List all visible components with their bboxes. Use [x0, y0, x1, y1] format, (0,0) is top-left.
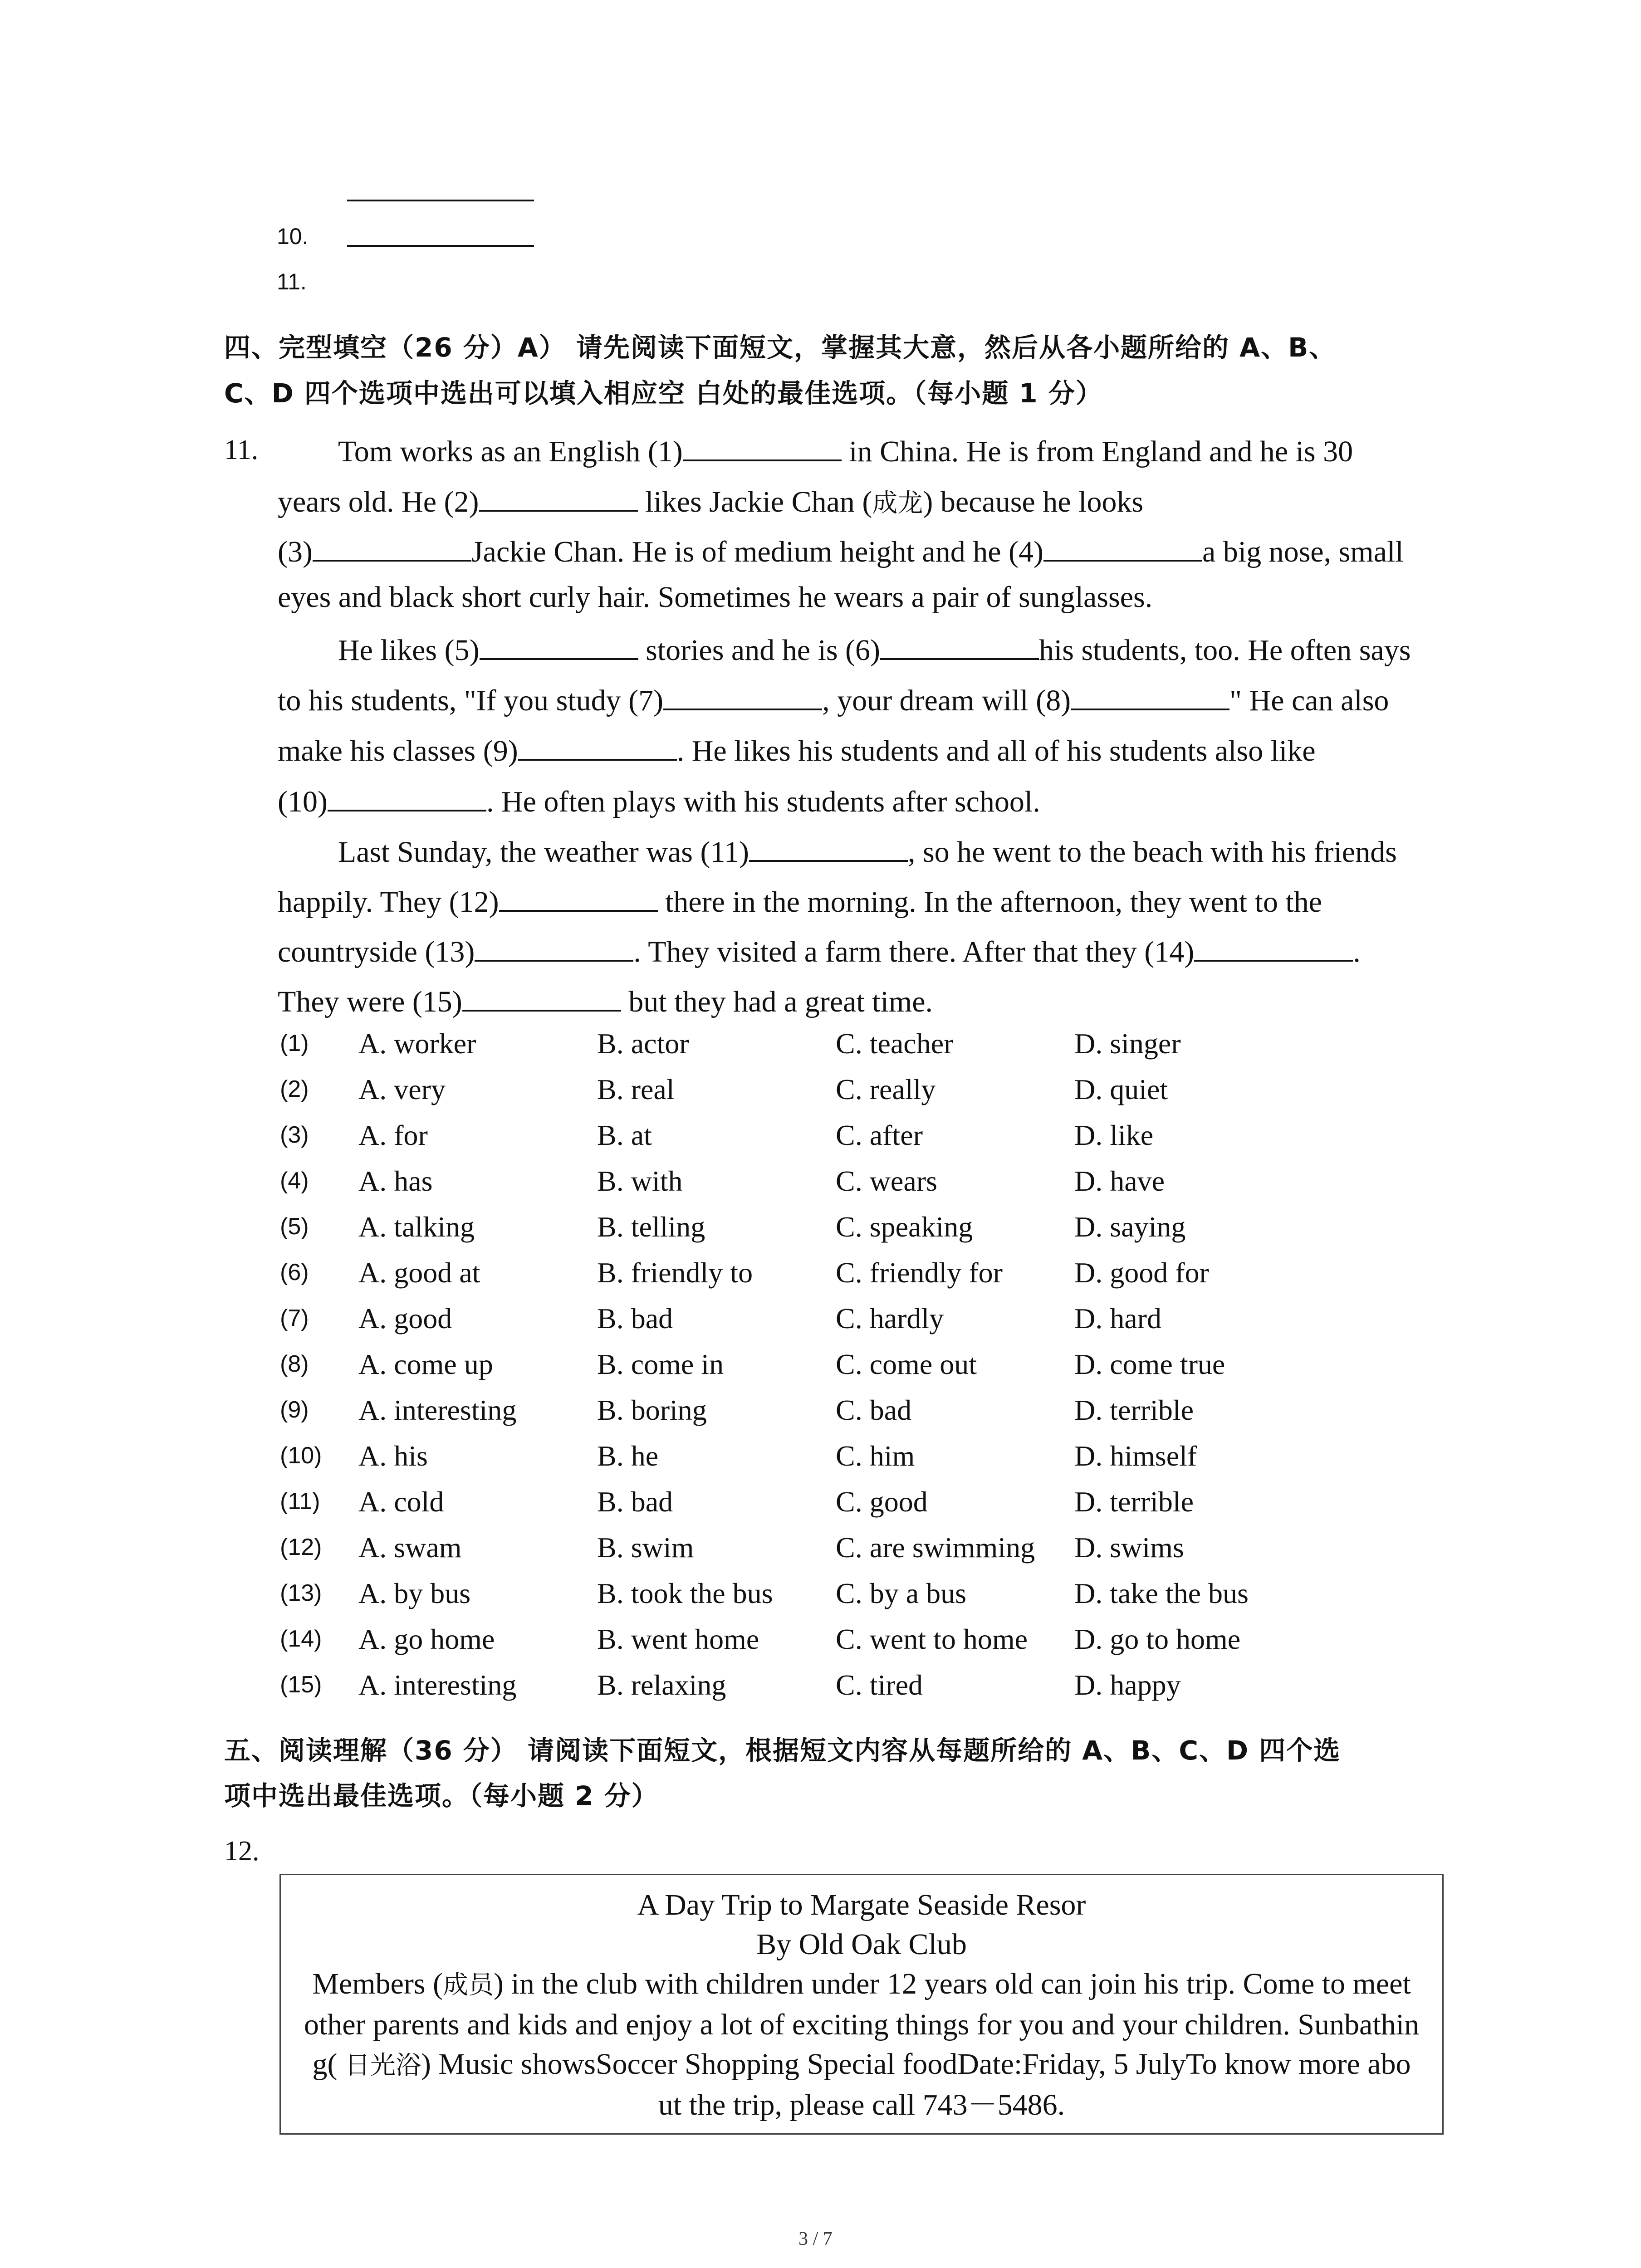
- section5-heading-line1: 五、阅读理解（36 分） 请阅读下面短文，根据短文内容从每题所给的 A、B、C、D 四个选: [224, 1735, 1341, 1766]
- section5-heading-line2: 项中选出最佳选项。（每小题 2 分）: [224, 1780, 659, 1811]
- option-a: A. for: [358, 1119, 428, 1151]
- question-number: 12.: [224, 1836, 260, 1867]
- option-a: A. his: [358, 1440, 428, 1472]
- option-b: B. with: [597, 1165, 683, 1197]
- option-d: D. come true: [1074, 1348, 1225, 1380]
- answer-line-10: [347, 200, 534, 201]
- option-a: A. cold: [358, 1486, 444, 1518]
- notice-box: [279, 1874, 1444, 2135]
- option-a: A. worker: [358, 1027, 476, 1060]
- option-b: B. he: [597, 1440, 659, 1472]
- option-b: B. went home: [597, 1623, 759, 1655]
- option-c: C. really: [836, 1073, 936, 1105]
- option-b: B. actor: [597, 1027, 689, 1060]
- option-a: A. come up: [358, 1348, 493, 1380]
- option-row: [0, 1210, 1641, 1246]
- answer-line-11: [347, 245, 534, 247]
- option-c: C. went to home: [836, 1623, 1028, 1655]
- option-c: C. speaking: [836, 1211, 973, 1243]
- option-d: D. go to home: [1074, 1623, 1241, 1655]
- option-number: (7): [280, 1305, 309, 1331]
- option-b: B. relaxing: [597, 1669, 726, 1701]
- question-number: 11.: [224, 435, 259, 465]
- option-c: C. good: [836, 1486, 928, 1518]
- option-a: A. go home: [358, 1623, 495, 1655]
- passage-line: make his classes (9) . He likes his students and all of his students also like: [278, 733, 1316, 766]
- option-number: (12): [280, 1534, 322, 1560]
- option-row: [0, 1348, 1641, 1384]
- option-b: B. boring: [597, 1394, 707, 1426]
- option-c: C. teacher: [836, 1027, 954, 1060]
- option-d: D. quiet: [1074, 1073, 1168, 1105]
- option-d: D. hard: [1074, 1302, 1161, 1334]
- option-c: C. him: [836, 1440, 915, 1472]
- passage-line: to his students, "If you study (7) , your dream will (8) " He can also: [278, 682, 1389, 716]
- option-b: B. bad: [597, 1486, 673, 1518]
- option-b: B. swim: [597, 1531, 694, 1564]
- option-b: B. real: [597, 1073, 675, 1105]
- option-d: D. good for: [1074, 1256, 1209, 1289]
- option-c: C. friendly for: [836, 1256, 1003, 1289]
- option-row: [0, 1623, 1641, 1659]
- passage-line: Last Sunday, the weather was (11) , so he went to the beach with his friends: [338, 834, 1397, 867]
- option-d: D. saying: [1074, 1211, 1186, 1243]
- option-b: B. telling: [597, 1211, 705, 1243]
- option-row: [0, 1027, 1641, 1063]
- option-c: C. are swimming: [836, 1531, 1035, 1564]
- option-number: (6): [280, 1259, 309, 1286]
- option-d: D. terrible: [1074, 1394, 1194, 1426]
- option-row: [0, 1119, 1641, 1155]
- option-b: B. come in: [597, 1348, 724, 1380]
- option-number: (15): [280, 1672, 322, 1698]
- option-number: (8): [280, 1351, 309, 1377]
- option-row: [0, 1393, 1641, 1430]
- option-number: (4): [280, 1168, 309, 1194]
- option-c: C. come out: [836, 1348, 977, 1380]
- notice-body-line: g( 日光浴) Music showsSoccer Shopping Special foodDate:Friday, 5 JulyTo know more abo: [312, 2048, 1411, 2081]
- option-row: [0, 1164, 1641, 1201]
- option-number: (3): [280, 1122, 309, 1148]
- option-b: B. bad: [597, 1302, 673, 1334]
- option-number: (13): [280, 1580, 322, 1606]
- passage-line: He likes (5) stories and he is (6) his students, too. He often says: [338, 632, 1411, 665]
- notice-subtitle: By Old Oak Club: [756, 1928, 967, 1961]
- passage-line: years old. He (2) likes Jackie Chan (成龙) because he looks: [278, 484, 1143, 517]
- option-number: (5): [280, 1213, 309, 1240]
- option-number: (14): [280, 1626, 322, 1652]
- option-number: (1): [280, 1030, 309, 1056]
- option-row: [0, 1256, 1641, 1292]
- option-a: A. swam: [358, 1531, 462, 1564]
- option-d: D. singer: [1074, 1027, 1181, 1060]
- option-c: C. bad: [836, 1394, 912, 1426]
- option-row: [0, 1302, 1641, 1338]
- option-number: (9): [280, 1397, 309, 1423]
- option-d: D. take the bus: [1074, 1577, 1249, 1609]
- option-a: A. interesting: [358, 1394, 517, 1426]
- option-a: A. by bus: [358, 1577, 471, 1609]
- option-b: B. at: [597, 1119, 652, 1151]
- option-a: A. talking: [358, 1211, 475, 1243]
- option-row: [0, 1073, 1641, 1109]
- option-d: D. like: [1074, 1119, 1154, 1151]
- passage-line: countryside (13) . They visited a farm there. After that they (14) .: [278, 934, 1361, 967]
- option-row: [0, 1531, 1641, 1567]
- option-a: A. has: [358, 1165, 433, 1197]
- section4-heading-line1: 四、完型填空（26 分）A） 请先阅读下面短文，掌握其大意，然后从各小题所给的 A、B、: [224, 332, 1337, 363]
- option-a: A. interesting: [358, 1669, 517, 1701]
- section4-heading-line2: C、D 四个选项中选出可以填入相应空 白处的最佳选项。（每小题 1 分）: [224, 378, 1103, 409]
- passage-line: (3) Jackie Chan. He is of medium height and he (4) a big nose, small: [278, 533, 1404, 567]
- notice-title: A Day Trip to Margate Seaside Resor: [637, 1888, 1086, 1921]
- option-b: B. friendly to: [597, 1256, 753, 1289]
- page-number: 3 / 7: [798, 2229, 833, 2249]
- option-c: C. tired: [836, 1669, 923, 1701]
- option-row: [0, 1485, 1641, 1521]
- option-row: [0, 1439, 1641, 1476]
- option-c: C. wears: [836, 1165, 937, 1197]
- answer-number-10: 10.: [277, 224, 309, 249]
- passage-line: eyes and black short curly hair. Sometimes he wears a pair of sunglasses.: [278, 581, 1153, 614]
- option-d: D. happy: [1074, 1669, 1181, 1701]
- passage-line: Tom works as an English (1) in China. He is from England and he is 30: [338, 433, 1353, 467]
- option-c: C. hardly: [836, 1302, 944, 1334]
- option-c: C. after: [836, 1119, 923, 1151]
- option-d: D. himself: [1074, 1440, 1197, 1472]
- option-b: B. took the bus: [597, 1577, 773, 1609]
- option-number: (11): [280, 1488, 320, 1515]
- option-a: A. good: [358, 1302, 452, 1334]
- option-number: (10): [280, 1442, 322, 1469]
- option-row: [0, 1668, 1641, 1705]
- option-a: A. very: [358, 1073, 446, 1105]
- option-d: D. terrible: [1074, 1486, 1194, 1518]
- notice-body-line: other parents and kids and enjoy a lot of exciting things for you and your children. Sunbathin: [304, 2008, 1419, 2041]
- option-d: D. have: [1074, 1165, 1165, 1197]
- passage-line: happily. They (12) there in the morning. In the afternoon, they went to the: [278, 884, 1322, 917]
- notice-body-line: Members (成员) in the club with children under 12 years old can join his trip. Come to meet: [312, 1967, 1411, 2000]
- option-a: A. good at: [358, 1256, 480, 1289]
- answer-number-11: 11.: [277, 269, 307, 294]
- passage-line: They were (15) but they had a great time.: [278, 983, 933, 1017]
- option-number: (2): [280, 1076, 309, 1102]
- option-row: [0, 1577, 1641, 1613]
- notice-body-line: ut the trip, please call 743－5486.: [658, 2088, 1065, 2121]
- option-d: D. swims: [1074, 1531, 1184, 1564]
- passage-line: (10) . He often plays with his students after school.: [278, 783, 1040, 817]
- option-c: C. by a bus: [836, 1577, 966, 1609]
